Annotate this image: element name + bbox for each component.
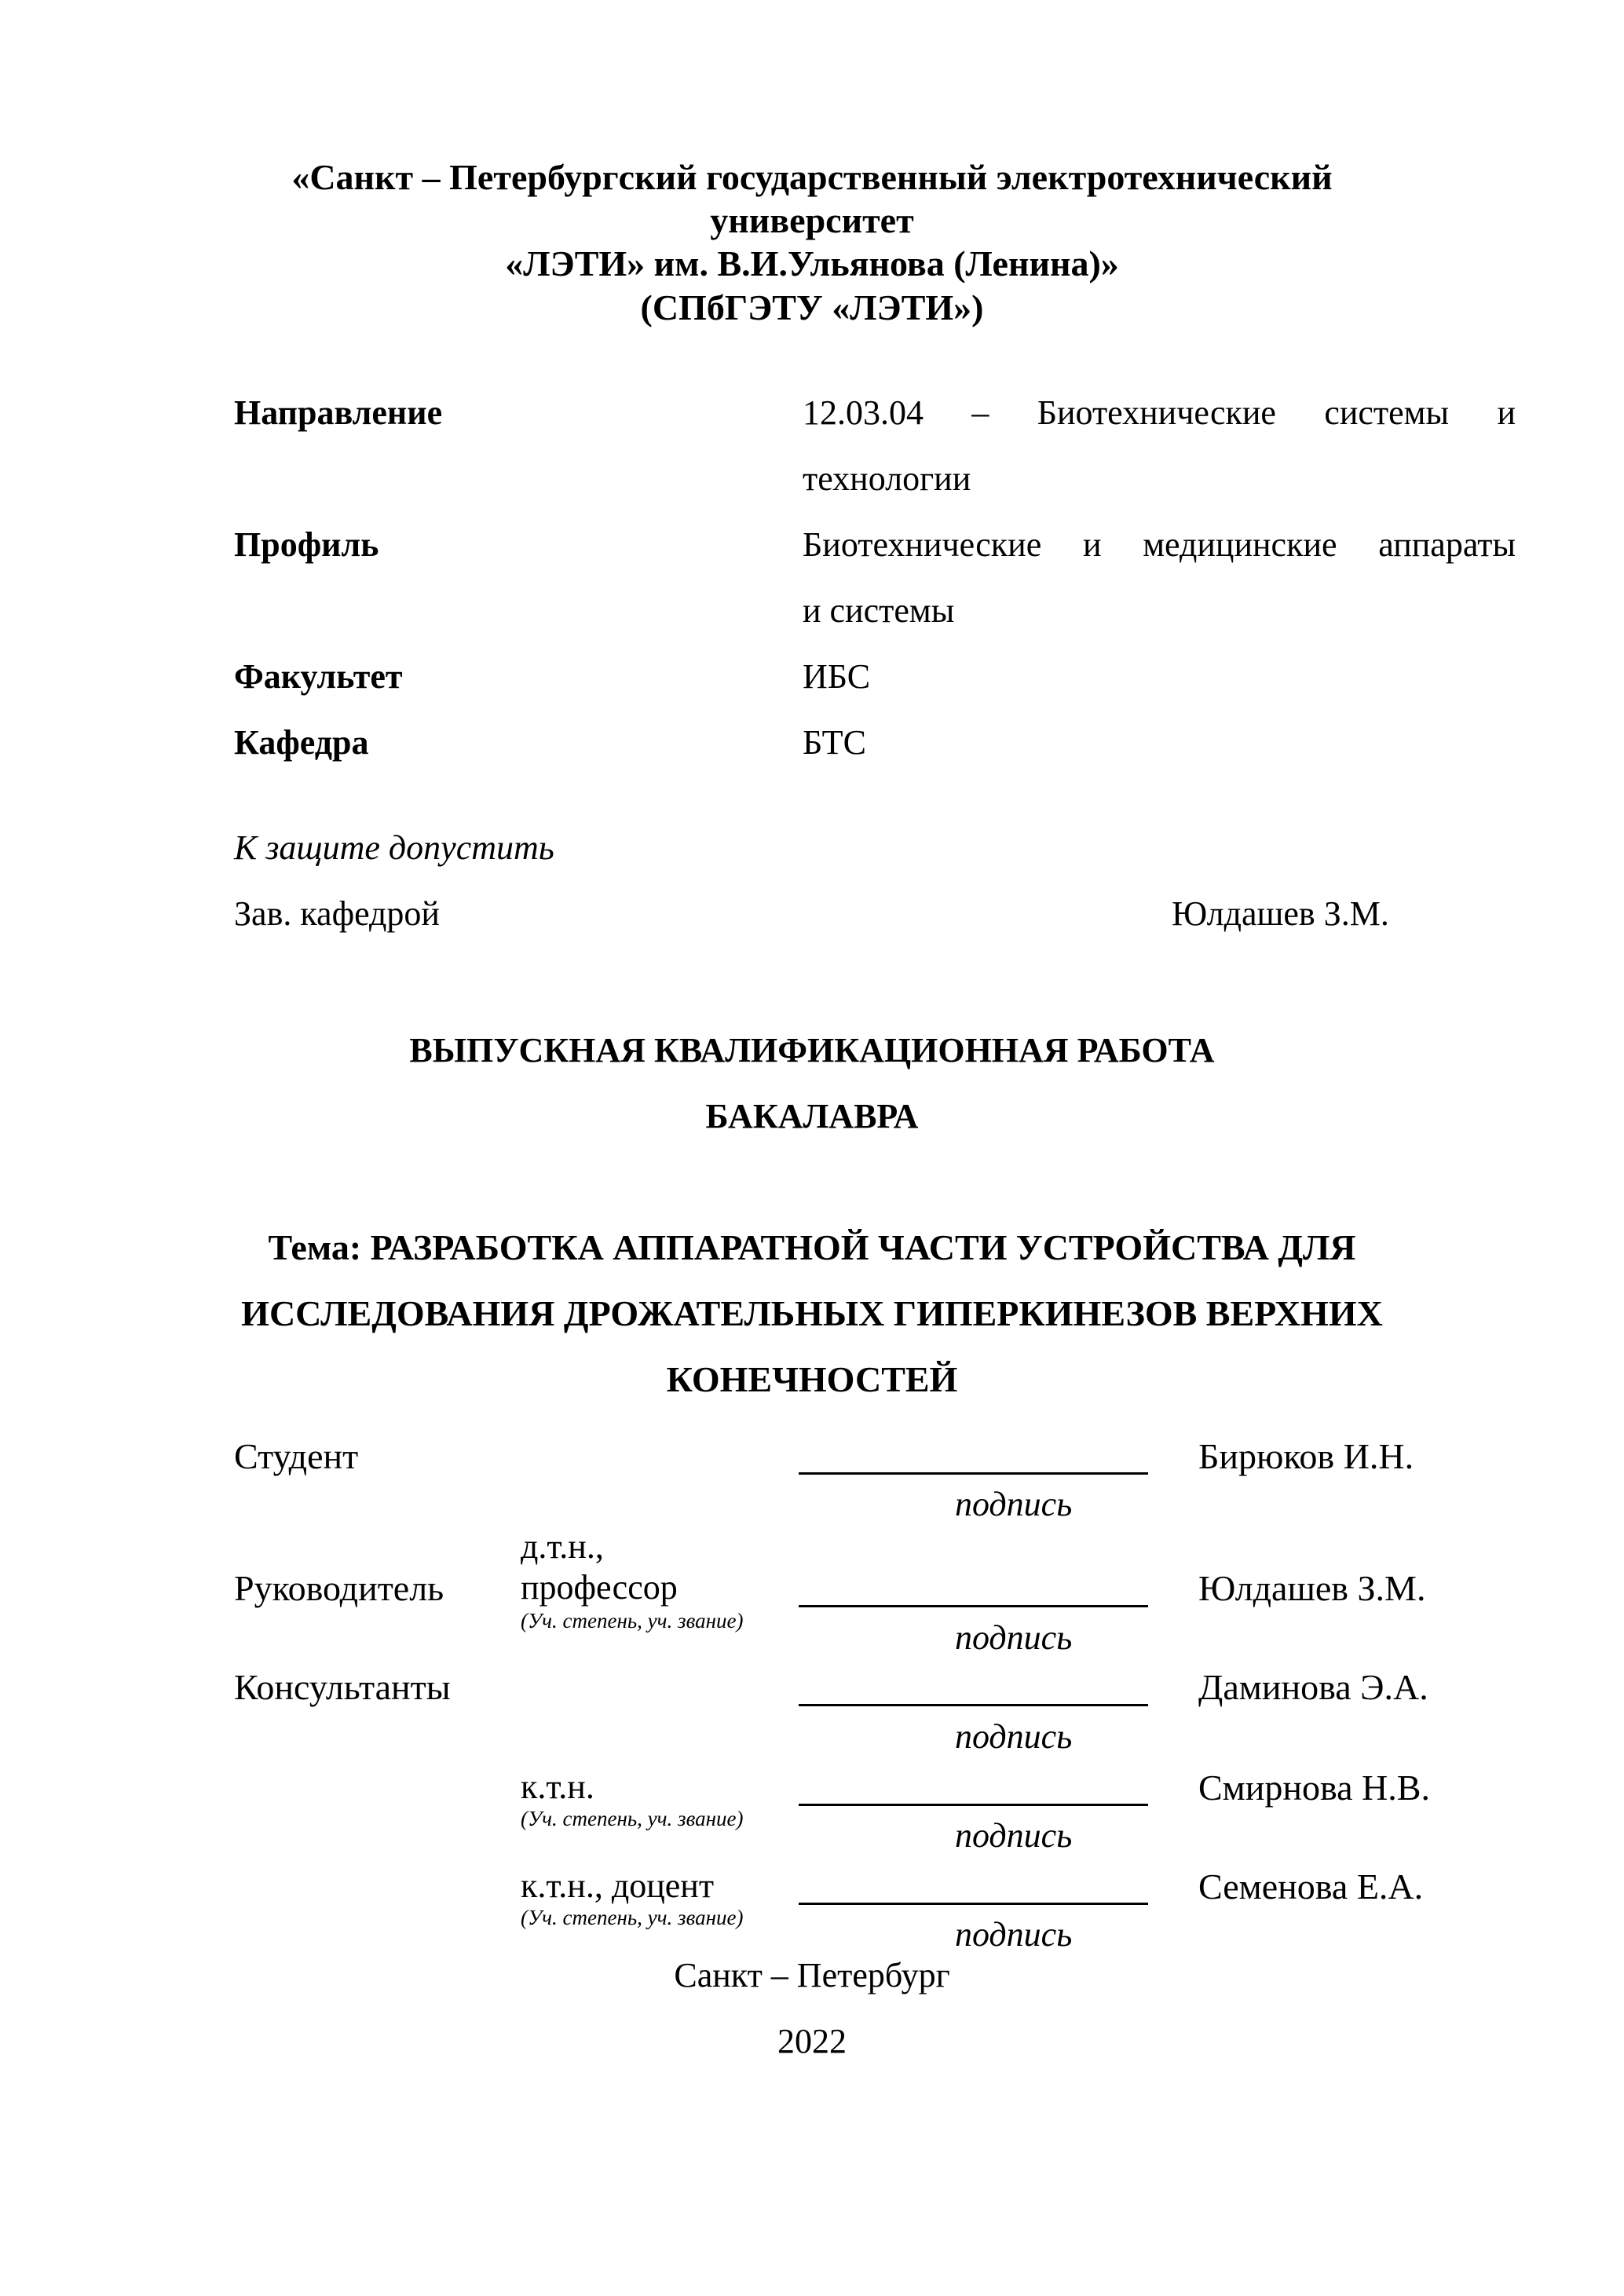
university-abbreviation: (СПбГЭТУ «ЛЭТИ») <box>640 287 984 327</box>
university-name-line-2: университет <box>710 200 914 240</box>
supervisor-signature-caption: подпись <box>955 1618 1073 1657</box>
work-title-line-2: БАКАЛАВРА <box>705 1097 919 1135</box>
supervisor-signature-line <box>799 1605 1148 1607</box>
student-name: Бирюков И.Н. <box>1198 1436 1414 1476</box>
supervisor-name: Юлдашев З.М. <box>1198 1568 1426 1608</box>
university-header <box>0 155 1624 330</box>
student-signature-line <box>799 1472 1148 1475</box>
direction-label: Направление <box>234 393 443 432</box>
direction-value-line-2: технологии <box>803 459 971 498</box>
supervisor-role-label: Руководитель <box>234 1568 444 1608</box>
profile-label: Профиль <box>234 525 379 564</box>
direction-value-line-1: 12.03.04 – Биотехнические системы и <box>803 393 1516 432</box>
consultant-3-degree: к.т.н., доцент <box>521 1866 715 1905</box>
footer-year: 2022 <box>777 2022 847 2060</box>
university-name-line-1: «Санкт – Петербургский государственный электротехнический <box>291 157 1333 197</box>
consultant-3-degree-hint: (Уч. степень, уч. звание) <box>521 1906 744 1929</box>
head-of-department-label: Зав. кафедрой <box>234 894 440 933</box>
theme-line-1 <box>0 1225 1624 1270</box>
profile-value-line-2: и системы <box>803 591 955 630</box>
faculty-label: Факультет <box>234 657 403 696</box>
department-value: БТС <box>803 723 866 762</box>
consultant-3-name: Семенова Е.А. <box>1198 1866 1424 1907</box>
theme-title-part-1: РАЗРАБОТКА АППАРАТНОЙ ЧАСТИ УСТРОЙСТВА ДЛЯ <box>370 1227 1356 1267</box>
consultant-1-signature-caption: подпись <box>955 1717 1073 1756</box>
university-name-line-3: «ЛЭТИ» им. В.И.Ульянова (Ленина)» <box>505 243 1119 283</box>
work-title-line-1: ВЫПУСКНАЯ КВАЛИФИКАЦИОННАЯ РАБОТА <box>409 1031 1215 1069</box>
supervisor-degree-line-2: профессор <box>521 1568 678 1607</box>
consultant-3-signature-line <box>799 1903 1148 1905</box>
consultants-label: Консультанты <box>234 1667 451 1707</box>
profile-value-line-1: Биотехнические и медицинские аппараты <box>803 525 1516 564</box>
consultant-2-name: Смирнова Н.В. <box>1198 1768 1430 1808</box>
consultant-2-degree-hint: (Уч. степень, уч. звание) <box>521 1807 744 1830</box>
consultant-1-name: Даминова Э.А. <box>1198 1667 1428 1707</box>
supervisor-degree-hint: (Уч. степень, уч. звание) <box>521 1609 744 1632</box>
consultant-3-signature-caption: подпись <box>955 1915 1073 1954</box>
theme-prefix: Тема: <box>268 1227 362 1267</box>
faculty-value: ИБС <box>803 657 871 696</box>
supervisor-degree-line-1: д.т.н., <box>521 1527 604 1566</box>
footer-city: Санкт – Петербург <box>674 1956 950 1994</box>
department-label: Кафедра <box>234 723 369 762</box>
admit-to-defense-text: К защите допустить <box>234 828 554 867</box>
theme-line-3: КОНЕЧНОСТЕЙ <box>666 1359 958 1399</box>
consultant-2-signature-caption: подпись <box>955 1816 1073 1855</box>
head-of-department-name: Юлдашев З.М. <box>1172 894 1389 933</box>
student-signature-caption: подпись <box>955 1485 1073 1523</box>
consultant-2-signature-line <box>799 1804 1148 1806</box>
consultant-2-degree: к.т.н. <box>521 1768 594 1806</box>
theme-line-2: ИССЛЕДОВАНИЯ ДРОЖАТЕЛЬНЫХ ГИПЕРКИНЕЗОВ ВЕРХНИХ <box>241 1293 1383 1333</box>
student-role-label: Студент <box>234 1436 359 1476</box>
consultant-1-signature-line <box>799 1704 1148 1706</box>
